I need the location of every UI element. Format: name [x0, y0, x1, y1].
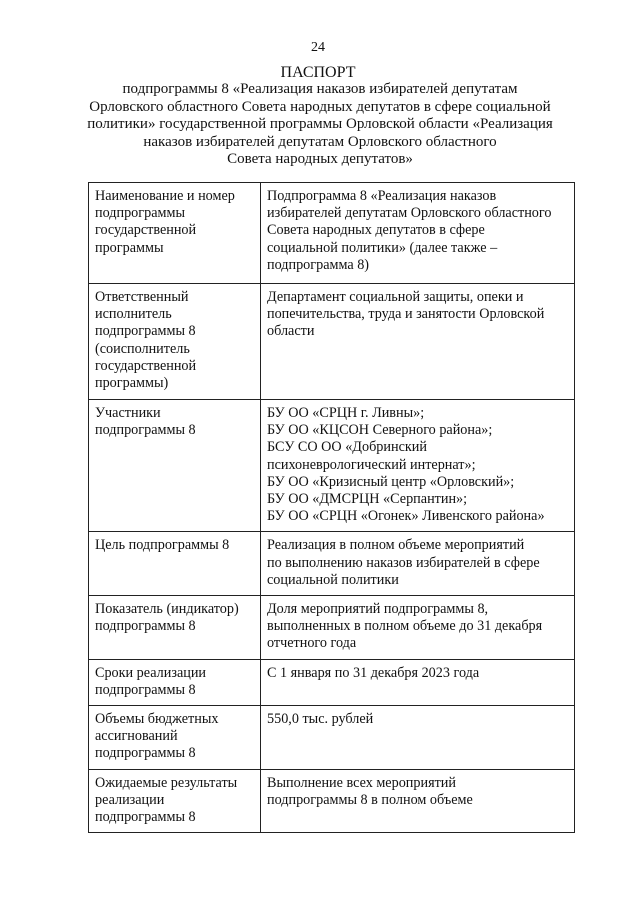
table-row: [89, 659, 575, 705]
row-value-line: Выполнение всех мероприятий: [267, 774, 456, 791]
row-value-line: БУ ОО «Кризисный центр «Орловский»;: [267, 473, 515, 490]
row-value-cell: [261, 183, 575, 284]
row-value-line: Совета народных депутатов в сфере: [267, 222, 485, 239]
row-label-cell: [89, 532, 261, 596]
row-value-line: социальной политики» (далее также –: [267, 239, 498, 256]
row-label-cell: [89, 706, 261, 770]
row-label-cell: [89, 400, 261, 532]
row-label-line: исполнитель: [95, 306, 172, 323]
row-label-line: Цель подпрограммы 8: [95, 537, 230, 554]
table-row: [89, 769, 575, 833]
row-value-line: БУ ОО «КЦСОН Северного района»;: [267, 422, 493, 439]
table-row: [89, 532, 575, 596]
row-value-line: БУ ОО «СРЦН г. Ливны»;: [267, 405, 425, 421]
document-title: ПАСПОРТ: [280, 64, 356, 81]
row-label-line: (соисполнитель: [95, 340, 190, 357]
row-label-line: государственной: [95, 357, 197, 374]
row-label-line: реализации: [95, 791, 165, 808]
row-value-line: по выполнению наказов избирателей в сфере: [267, 554, 540, 571]
row-value-line: подпрограмма 8): [267, 256, 370, 273]
row-value-line: БУ ОО «СРЦН «Огонек» Ливенского района»: [267, 508, 545, 525]
row-value-line: 550,0 тыс. рублей: [267, 711, 374, 728]
row-value-line: БСУ СО ОО «Добринский: [267, 439, 427, 456]
row-label-cell: [89, 659, 261, 705]
row-label-line: Показатель (индикатор): [95, 601, 239, 618]
row-value-cell: [261, 400, 575, 532]
row-value-line: Департамент социальной защиты, опеки и: [267, 289, 524, 305]
passport-table: [88, 182, 575, 833]
row-label-line: программы: [95, 239, 164, 256]
table-row: [89, 183, 575, 284]
row-value-cell: [261, 706, 575, 770]
subtitle-line: политики» государственной программы Орловской области «Реализация: [87, 116, 553, 132]
subtitle-line: Орловского областного Совета народных депутатов в сфере социальной: [89, 98, 551, 115]
row-value-line: Доля мероприятий подпрограммы 8,: [267, 601, 489, 618]
subtitle-line: Совета народных депутатов»: [227, 151, 413, 167]
row-value-cell: [261, 284, 575, 400]
table-row: [89, 400, 575, 532]
row-label-line: Объемы бюджетных: [95, 711, 219, 728]
subtitle-line: подпрограммы 8 «Реализация наказов избирателей депутатам: [122, 81, 518, 97]
row-label-line: подпрограммы 8: [95, 681, 196, 698]
row-value-line: отчетного года: [267, 635, 357, 652]
row-label-line: Ответственный: [95, 289, 189, 305]
row-value-line: попечительства, труда и занятости Орловской: [267, 306, 545, 323]
row-label-line: Сроки реализации: [95, 664, 207, 681]
row-label-line: Ожидаемые результаты: [95, 774, 238, 791]
row-label-line: Участники: [95, 405, 161, 421]
subtitle-line: наказов избирателей депутатам Орловского областного: [143, 133, 497, 150]
row-label-line: подпрограммы 8: [95, 809, 196, 826]
row-value-line: области: [267, 323, 315, 340]
row-value-line: подпрограммы 8 в полном объеме: [267, 791, 473, 808]
row-label-line: подпрограммы 8: [95, 323, 196, 340]
row-label-line: подпрограммы 8: [95, 422, 196, 439]
table-row: [89, 706, 575, 770]
row-value-line: БУ ОО «ДМСРЦН «Серпантин»;: [267, 491, 468, 508]
row-label-line: ассигнований: [95, 728, 178, 745]
row-label-line: подпрограммы 8: [95, 618, 196, 635]
row-value-line: социальной политики: [267, 571, 399, 588]
row-value-line: Реализация в полном объеме мероприятий: [267, 537, 525, 554]
row-label-line: подпрограммы: [95, 205, 185, 222]
row-value-line: Подпрограмма 8 «Реализация наказов: [267, 188, 497, 204]
row-label-cell: [89, 284, 261, 400]
row-label-line: Наименование и номер: [95, 188, 235, 204]
row-label-line: программы): [95, 375, 169, 392]
row-label-cell: [89, 769, 261, 833]
table-row: [89, 284, 575, 400]
row-value-line: психоневрологический интернат»;: [267, 456, 476, 473]
row-value-line: С 1 января по 31 декабря 2023 года: [267, 664, 480, 681]
row-label-cell: [89, 183, 261, 284]
row-label-line: подпрограммы 8: [95, 745, 196, 762]
row-value-cell: [261, 532, 575, 596]
row-label-line: государственной: [95, 222, 197, 239]
row-value-cell: [261, 769, 575, 833]
row-label-cell: [89, 596, 261, 660]
page-number: 24: [311, 40, 325, 55]
row-value-cell: [261, 596, 575, 660]
row-value-cell: [261, 659, 575, 705]
document-subtitle: [60, 81, 580, 169]
row-value-line: избирателей депутатам Орловского областного: [267, 205, 552, 222]
row-value-line: выполненных в полном объеме до 31 декабря: [267, 618, 543, 635]
table-row: [89, 596, 575, 660]
